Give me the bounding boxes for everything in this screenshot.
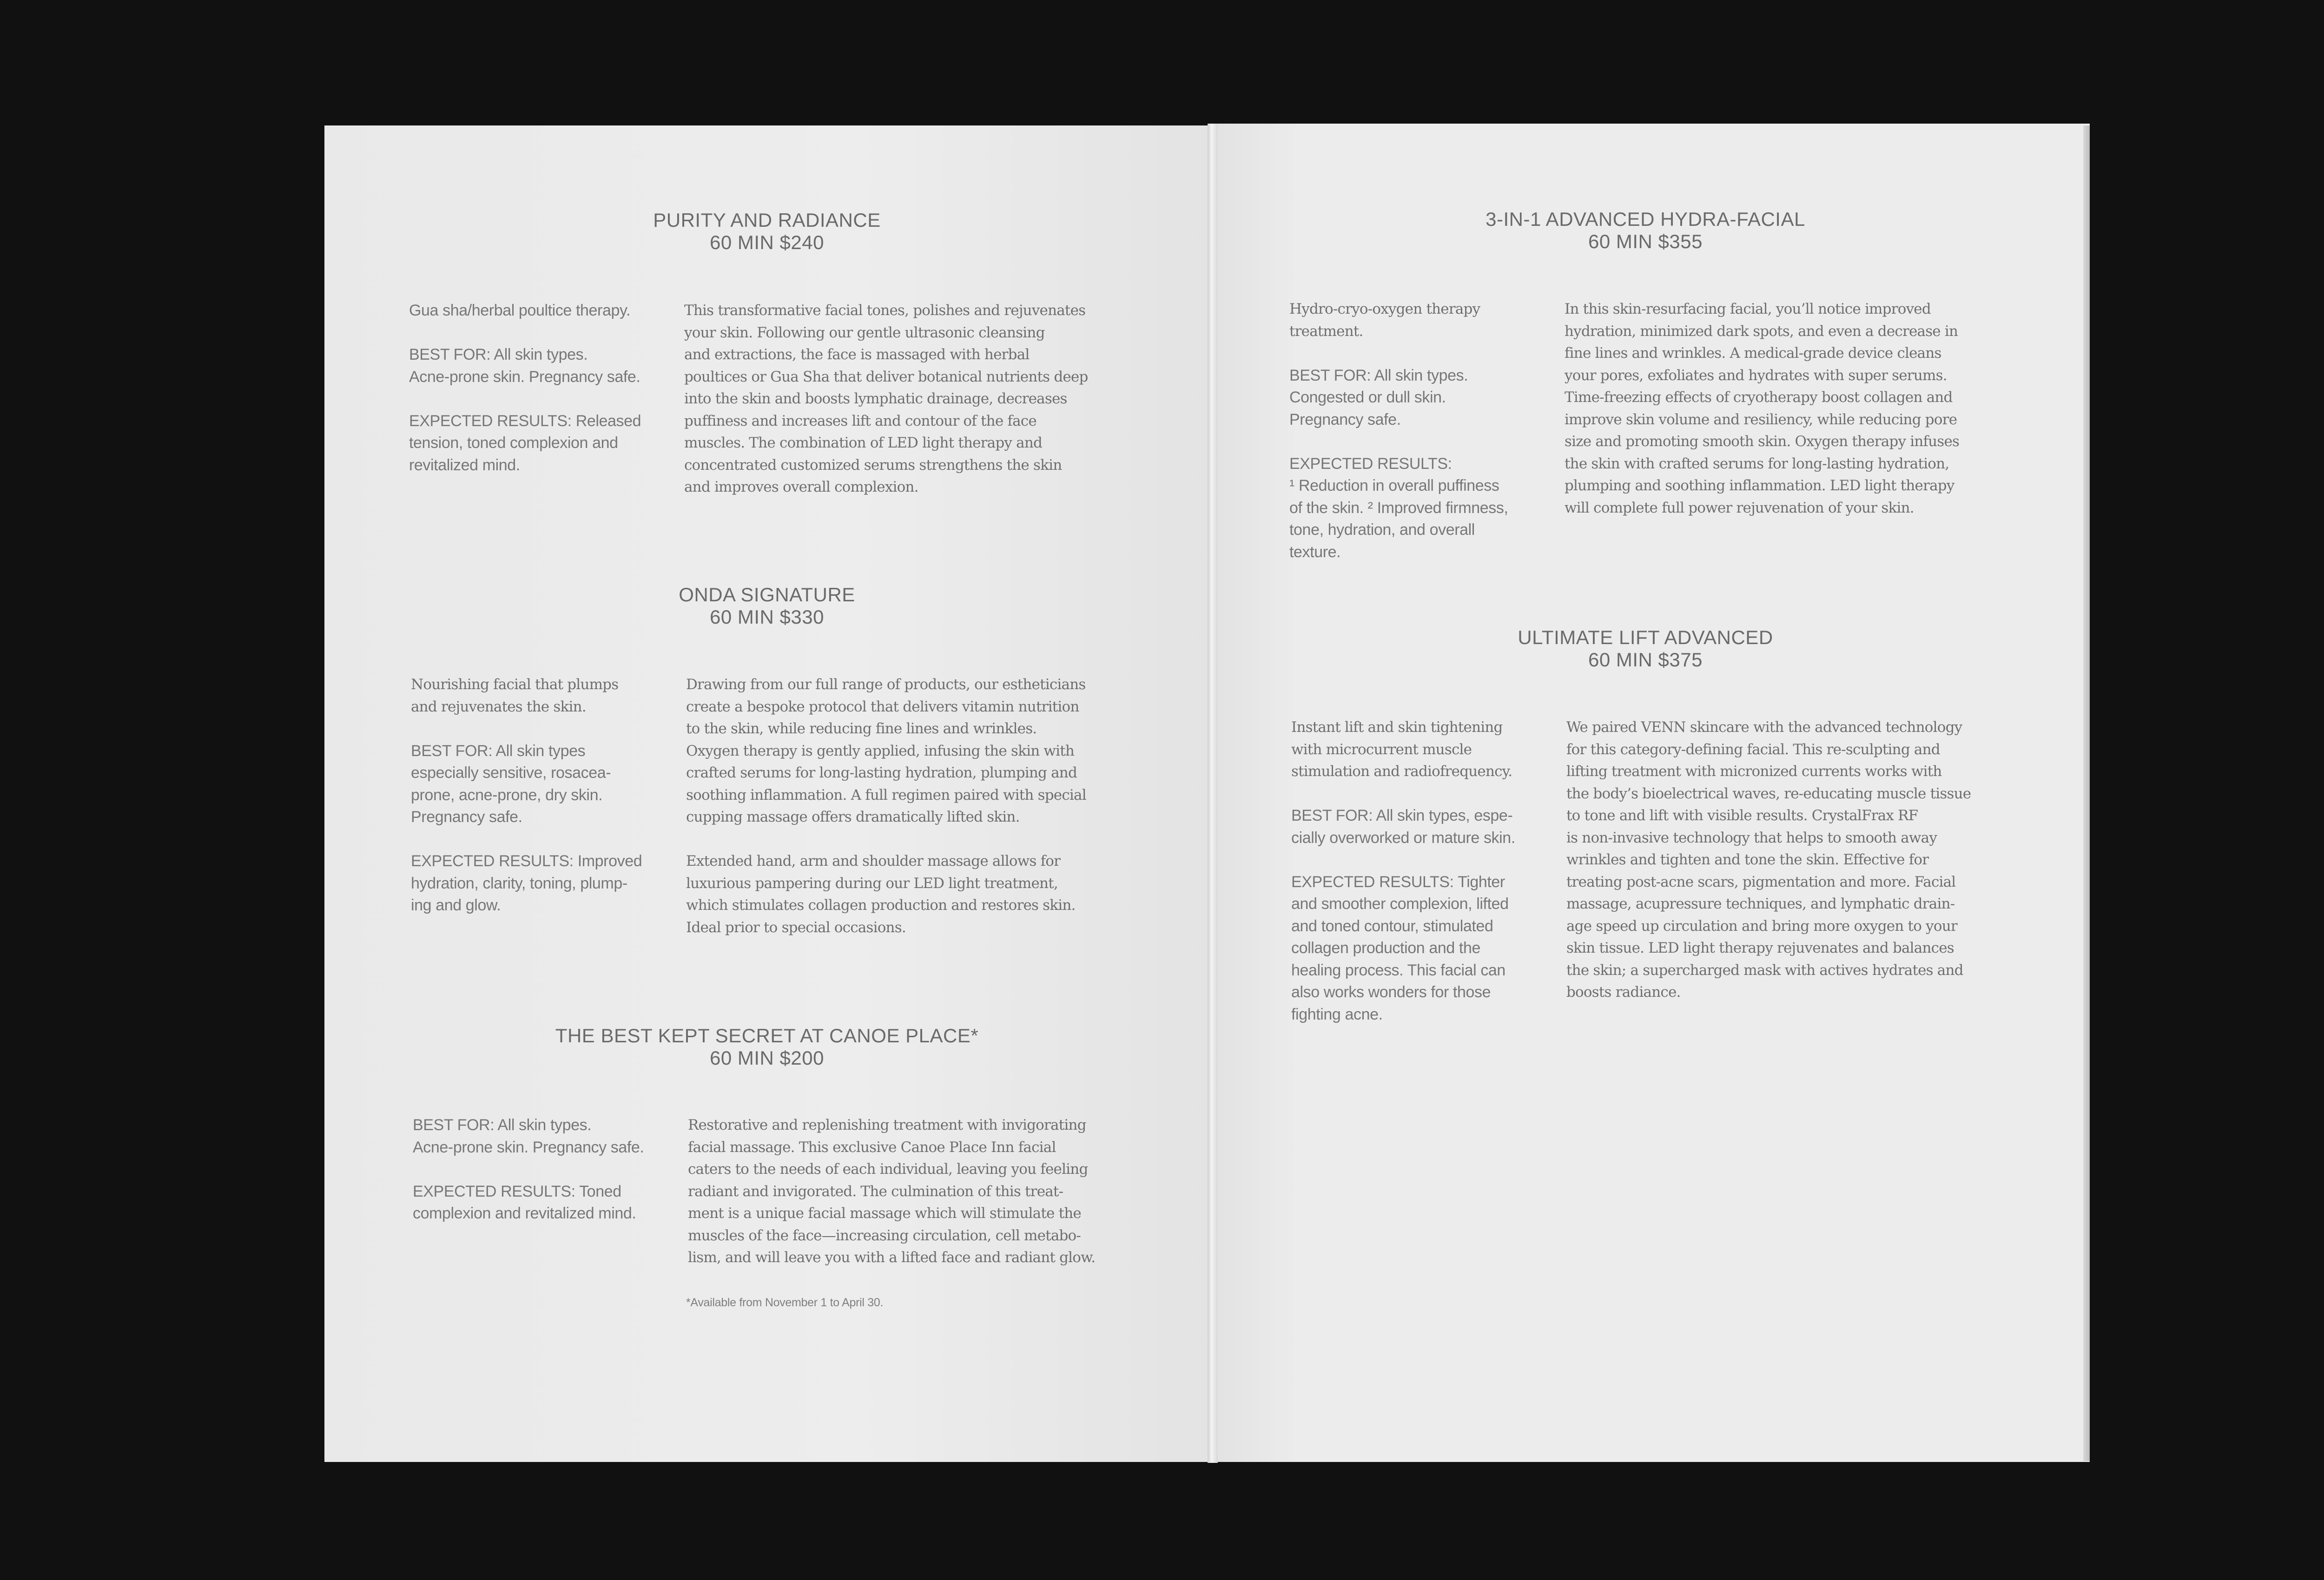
secret-footnote: *Available from November 1 to April 30. (686, 1296, 884, 1309)
onda-intro: Nourishing facial that plumps and rejuvenates the skin. (411, 676, 619, 715)
purity-intro: Gua sha/herbal poultice therapy. (409, 302, 631, 319)
hydra-description: In this skin-resurfacing facial, you’ll notice improved hydration, minimized dark spots, and even a decrease in fine lines and wrinkles. A medical-grade device cleans your pores, exfoliates and hydrates with super serums. Time-freezing effects of cryotherapy boost collagen and improve skin volume and resiliency, while reducing pore size and promoting smooth skin. Oxygen therapy infuses the skin with crafted serums for long-lasting hydration, plumping and soothing inflammation. LED light therapy will complete full power rejuvenation of your skin. (1565, 301, 1960, 516)
hydra-intro: Hydro-cryo-oxygen therapy treatment. (1289, 301, 1480, 340)
onda-description: Drawing from our full range of products, our estheticians create a bespoke protocol that delivers vitamin nutrition to the skin, while reducing fine lines and wrinkles. Oxygen therapy is gently applied, infusing the skin with crafted serums for long-lasting hydration, plumping and soothing inflammation. A full regimen paired with special cupping massage offers dramatically lifted skin. Extended hand, arm and shoulder massage allows for luxurious pampering during our LED light treatment, which stimulates collagen production and restores skin. Ideal prior to special occasions. (686, 676, 1086, 936)
purity-results: EXPECTED RESULTS: Released tension, toned complexion and revitalized mind. (409, 412, 641, 474)
purity-title: PURITY AND RADIANCE (653, 209, 881, 231)
hydra-details (1289, 298, 1508, 563)
onda-details (411, 674, 642, 917)
onda-heading (581, 584, 953, 628)
secret-results: EXPECTED RESULTS: Toned complexion and revitalized mind. (413, 1182, 636, 1222)
purity-heading (581, 209, 953, 254)
secret-price: 60 MIN $200 (710, 1047, 824, 1069)
secret-title: THE BEST KEPT SECRET AT CANOE PLACE* (555, 1025, 979, 1047)
purity-details (409, 300, 641, 476)
lift-best-for: BEST FOR: All skin types, espe- cially overworked or mature skin. (1291, 807, 1515, 847)
onda-results: EXPECTED RESULTS: Improved hydration, clarity, toning, plump- ing and glow. (411, 852, 642, 914)
lift-details (1291, 717, 1515, 1026)
purity-description: This transformative facial tones, polishes and rejuvenates your skin. Following our gentle ultrasonic cleansing and extractions, the face is massaged with herbal poultices or Gua Sha that deliver botanical nutrients deep into the skin and boosts lymphatic drainage, decreases puffiness and increases lift and contour of the face muscles. The combination of LED light therapy and concentrated customized serums strengthens the skin and improves overall complexion. (684, 302, 1088, 495)
hydra-price: 60 MIN $355 (1588, 230, 1703, 252)
lift-heading (1459, 626, 1831, 671)
purity-price: 60 MIN $240 (710, 231, 824, 253)
secret-details (413, 1114, 644, 1225)
purity-best-for: BEST FOR: All skin types. Acne-prone skin. Pregnancy safe. (409, 346, 640, 386)
lift-intro: Instant lift and skin tightening with microcurrent muscle stimulation and radiofrequency. (1291, 719, 1512, 780)
hydra-best-for: BEST FOR: All skin types. Congested or dull skin. Pregnancy safe. (1289, 366, 1468, 428)
hydra-heading (1436, 208, 1855, 253)
lift-description: We paired VENN skincare with the advanced technology for this category-defining facial. This re-sculpting and lifting treatment with micronized currents works with the body’s bioelectrical waves, re-educating muscle tissue to tone and lift with visible results. CrystalFrax RF is non-invasive technology that helps to smooth away wrinkles and tighten and tone the skin. Effective for treating post-acne scars, pigmentation and more. Facial massage, acupressure techniques, and lymphatic drain- age speed up circulation and bring more oxygen to your skin tissue. LED light therapy rejuvenates and balances the skin; a supercharged mask with actives hydrates and boosts radiance. (1566, 719, 1971, 1001)
lift-price: 60 MIN $375 (1588, 649, 1703, 671)
secret-description: Restorative and replenishing treatment with invigorating facial massage. This exclusive Canoe Place Inn facial caters to the needs of each individual, leaving you feeling radiant and invigorated. The culmination of this treat- ment is a unique facial massage which will stimulate the muscles of the face—increasing circulation, cell metabo- lism, and will leave you with a lifted face and radiant glow. (688, 1117, 1096, 1266)
lift-results: EXPECTED RESULTS: Tighter and smoother complexion, lifted and toned contour, stimulated collagen production and the healing process. This facial can also works wonders for those fighting acne. (1291, 873, 1509, 1023)
hydra-title: 3-IN-1 ADVANCED HYDRA-FACIAL (1486, 208, 1805, 230)
onda-best-for: BEST FOR: All skin types especially sensitive, rosacea- prone, acne-prone, dry skin. Pregnancy safe. (411, 742, 611, 826)
page-edge (2083, 125, 2090, 1461)
secret-best-for: BEST FOR: All skin types. Acne-prone skin. Pregnancy safe. (413, 1116, 644, 1156)
spine-gutter (1208, 124, 1218, 1463)
onda-title: ONDA SIGNATURE (679, 584, 855, 606)
hydra-results: EXPECTED RESULTS: ¹ Reduction in overall puffiness of the skin. ² Improved firmness, tone, hydration, and overall texture. (1289, 454, 1508, 561)
lift-title: ULTIMATE LIFT ADVANCED (1518, 626, 1773, 648)
onda-price: 60 MIN $330 (710, 606, 824, 628)
secret-heading (511, 1025, 1023, 1069)
